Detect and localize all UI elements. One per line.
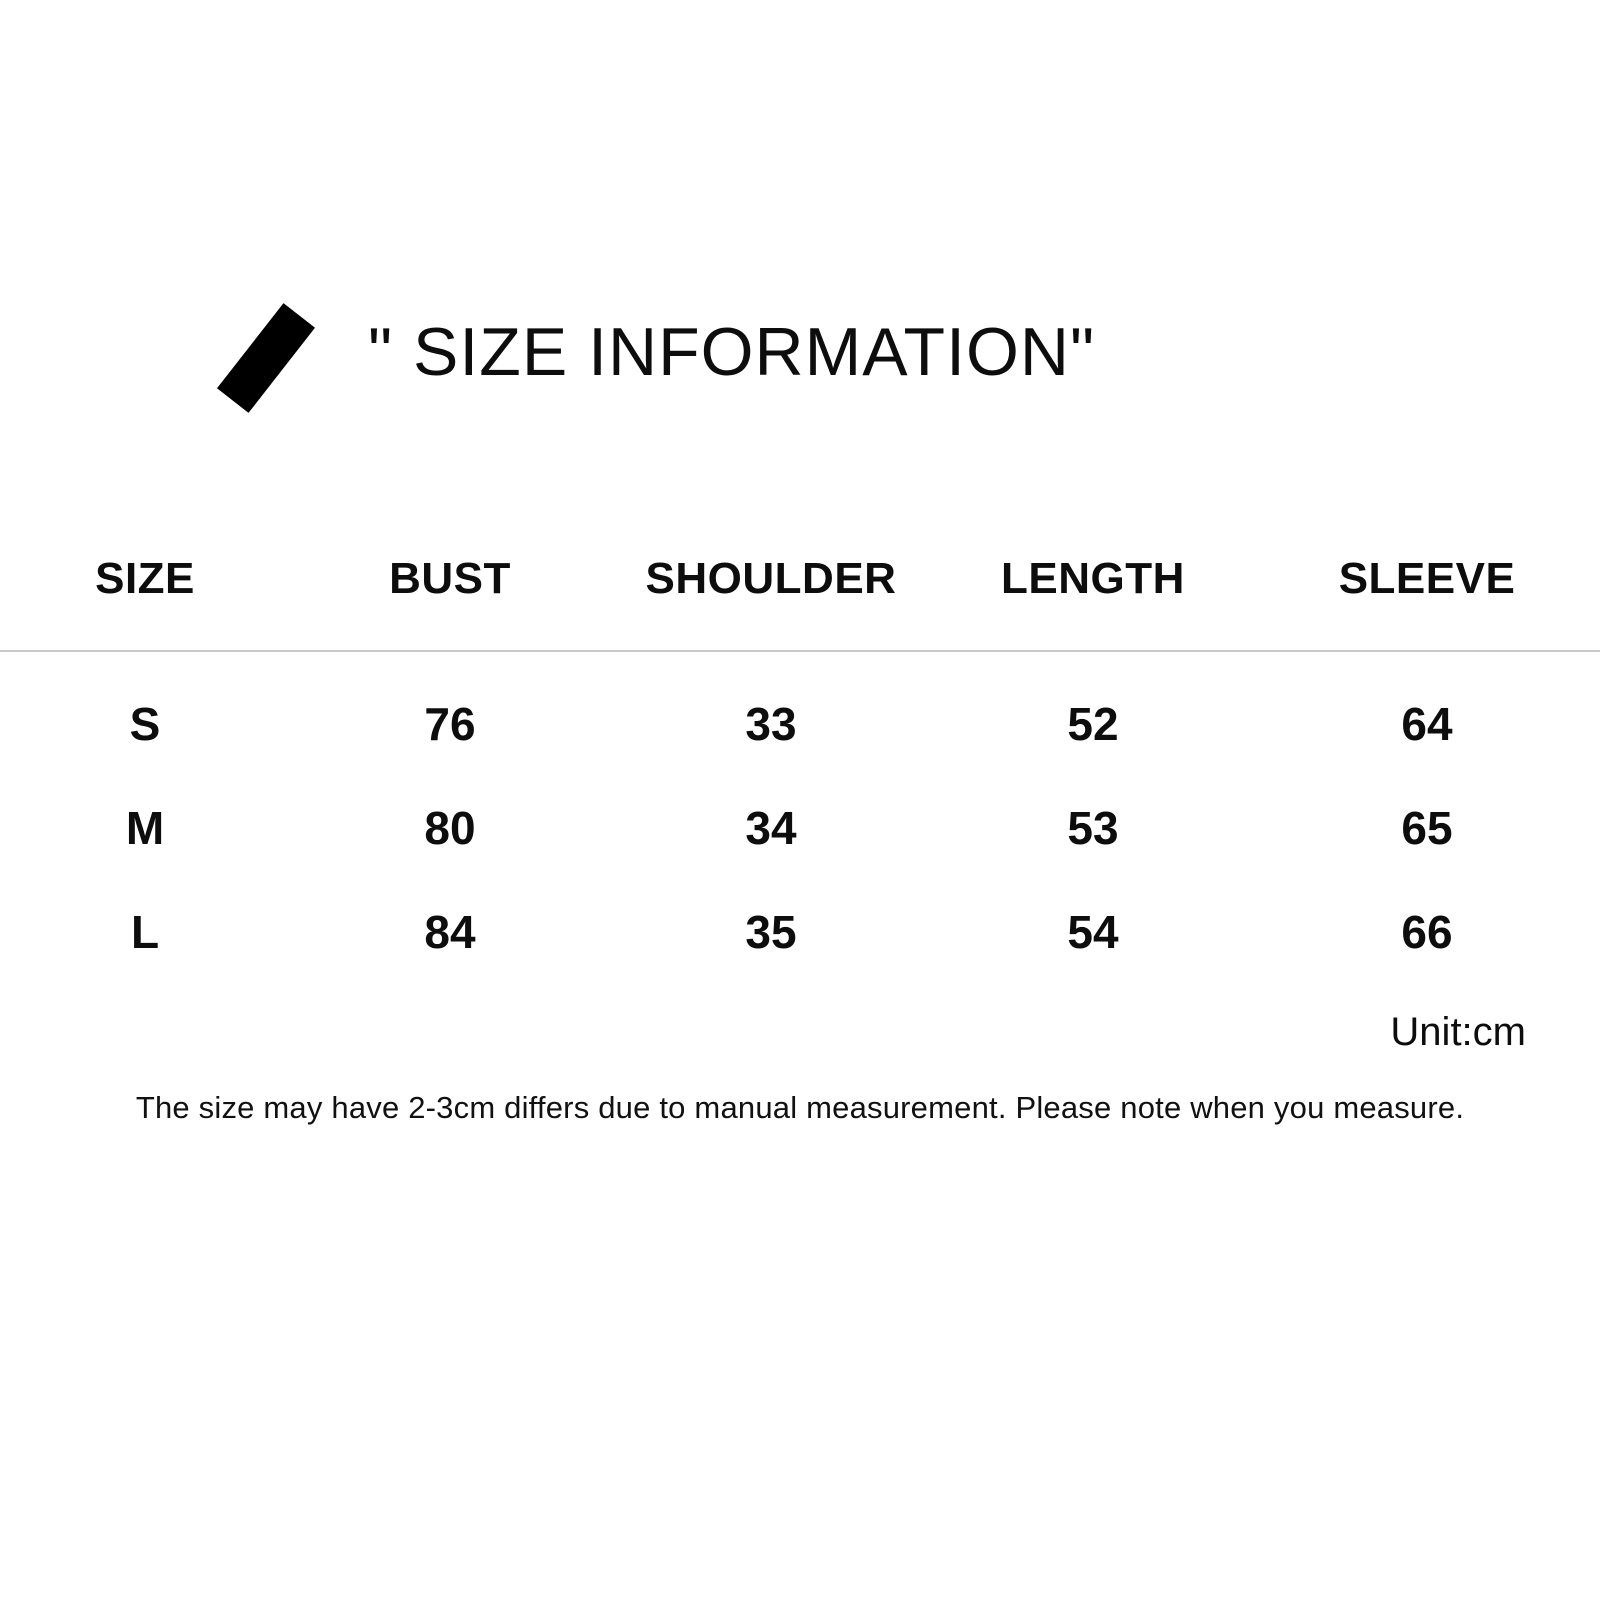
column-header-sleeve: SLEEVE bbox=[1338, 554, 1516, 603]
table-row bbox=[0, 880, 1600, 984]
cell-length: 52 bbox=[1067, 698, 1119, 750]
page-title: " SIZE INFORMATION" bbox=[368, 314, 1096, 390]
table-row bbox=[0, 651, 1600, 776]
column-header-bust: BUST bbox=[389, 554, 511, 603]
column-header-shoulder: SHOULDER bbox=[645, 554, 897, 603]
column-header-size: SIZE bbox=[95, 554, 195, 603]
cell-size: M bbox=[125, 802, 165, 854]
diagonal-slash-icon bbox=[228, 300, 346, 404]
cell-length: 53 bbox=[1067, 802, 1119, 854]
cell-length: 54 bbox=[1067, 906, 1119, 958]
cell-size: L bbox=[130, 906, 160, 958]
cell-bust: 76 bbox=[424, 698, 476, 750]
table-row bbox=[0, 776, 1600, 880]
title-row bbox=[0, 300, 1600, 404]
size-information-table bbox=[0, 540, 1600, 984]
table-body bbox=[0, 651, 1600, 984]
cell-size: S bbox=[129, 698, 161, 750]
table-header-row bbox=[0, 540, 1600, 651]
cell-sleeve: 66 bbox=[1401, 906, 1453, 958]
table-header bbox=[0, 540, 1600, 651]
cell-shoulder: 34 bbox=[745, 802, 797, 854]
cell-sleeve: 65 bbox=[1401, 802, 1453, 854]
cell-bust: 80 bbox=[424, 802, 476, 854]
unit-label: Unit:cm bbox=[1390, 1010, 1526, 1054]
cell-shoulder: 33 bbox=[745, 698, 797, 750]
cell-sleeve: 64 bbox=[1401, 698, 1453, 750]
measurement-note: The size may have 2-3cm differs due to manual measurement. Please note when you measure. bbox=[135, 1090, 1465, 1125]
cell-bust: 84 bbox=[424, 906, 476, 958]
column-header-length: LENGTH bbox=[1001, 554, 1185, 603]
cell-shoulder: 35 bbox=[745, 906, 797, 958]
